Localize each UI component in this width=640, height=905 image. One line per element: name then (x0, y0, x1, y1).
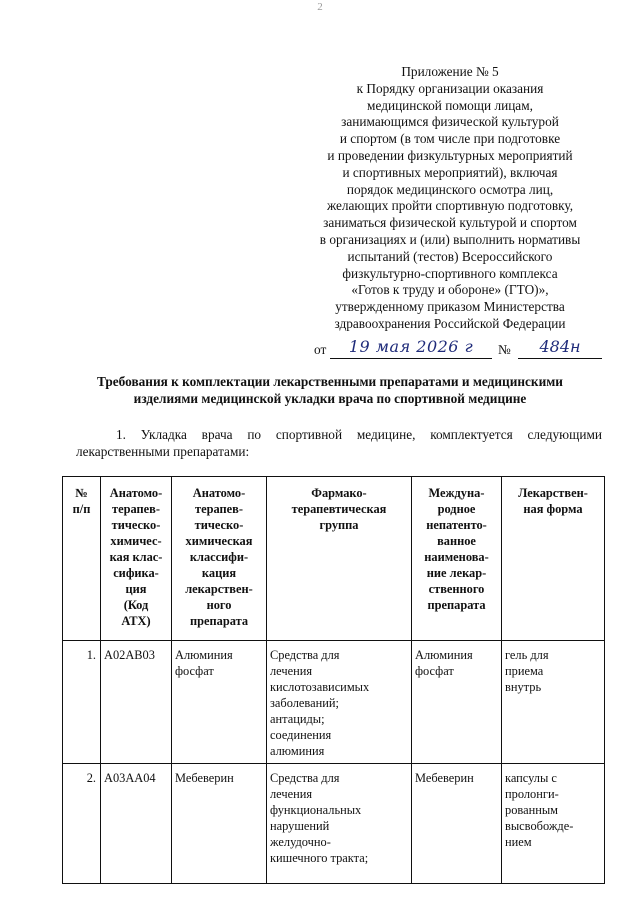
title-line: Требования к комплектации лекарственными препаратами и медицинскими (97, 374, 563, 389)
appendix-line: «Готов к труду и обороне» (ГТО)», (351, 282, 549, 298)
appendix-header (296, 64, 604, 333)
appendix-line: порядок медицинского осмотра лиц, (346, 181, 554, 197)
table-row (63, 764, 605, 884)
order-date-number-line (314, 339, 606, 361)
handwritten-date: 19 мая 2026 г (330, 337, 492, 359)
appendix-line: испытаний (тестов) Всероссийского (347, 248, 553, 264)
header-atc-code: Анатомо- терапев- тическо- химичес- кая клас- сифика- ция (Код АТХ) (101, 477, 172, 641)
appendix-line: и проведении физкультурных мероприятий (327, 147, 573, 163)
atc-code-cell: A03AA04 (101, 764, 172, 884)
header-inn: Междуна- родное непатенто- ванное наименова- ние лекар- ственного препарата (412, 477, 502, 641)
appendix-line: занимающимся физической культурой (341, 114, 559, 130)
appendix-line: и спортом (в том числе при подготовке (339, 131, 561, 147)
inn-cell: Алюминия фосфат (412, 641, 502, 764)
number-prefix: № (498, 342, 511, 357)
appendix-line: Приложение № 5 (401, 64, 499, 79)
dosage-form-cell: капсулы с пролонги- рованным высвобожде- нием (502, 764, 605, 884)
medications-table (62, 476, 605, 884)
header-dosage-form: Лекарствен- ная форма (502, 477, 605, 641)
appendix-line: здравоохранения Российской Федерации (334, 315, 566, 331)
appendix-line: заниматься физической культурой и спортом (323, 215, 577, 231)
date-prefix: от (314, 342, 327, 357)
atc-name-cell: Мебеверин (172, 764, 267, 884)
row-number: 2. (63, 764, 101, 884)
header-pharmacotherapeutic-group: Фармако- терапевтическая группа (267, 477, 412, 641)
table-header-row (63, 477, 605, 641)
header-number: № п/п (63, 477, 101, 641)
table-row (63, 641, 605, 764)
appendix-line: физкультурно-спортивного комплекса (342, 265, 558, 281)
appendix-line: желающих пройти спортивную подготовку, (326, 198, 574, 214)
appendix-line: и спортивных мероприятий), включая (342, 164, 558, 180)
atc-code-cell: A02AB03 (101, 641, 172, 764)
page-number: 2 (317, 1, 323, 13)
header-atc-classification: Анатомо- терапев- тическо- химическая классифи- кация лекарствен- ного препарата (172, 477, 267, 641)
appendix-line: к Порядку организации оказания (356, 80, 544, 96)
appendix-line: в организациях и (или) выполнить нормативы (319, 231, 581, 247)
atc-name-cell: Алюминия фосфат (172, 641, 267, 764)
row-number: 1. (63, 641, 101, 764)
inn-cell: Мебеверин (412, 764, 502, 884)
handwritten-order-number: 484н (518, 337, 602, 359)
pharm-group-cell: Средства для лечения кислотозависимых заболеваний; антациды; соединения алюминия (267, 641, 412, 764)
pharm-group-cell: Средства для лечения функциональных нарушений желудочно- кишечного тракта; (267, 764, 412, 884)
intro-paragraph: 1. Укладка врача по спортивной медицине, комплектуется следующими лекарственными препаратами: (76, 427, 602, 459)
appendix-line: медицинской помощи лицам, (367, 97, 533, 113)
document-title (60, 373, 600, 407)
appendix-line: утвержденному приказом Министерства (335, 299, 565, 315)
dosage-form-cell: гель для приема внутрь (502, 641, 605, 764)
title-line: изделиями медицинской укладки врача по спортивной медицине (133, 391, 527, 406)
